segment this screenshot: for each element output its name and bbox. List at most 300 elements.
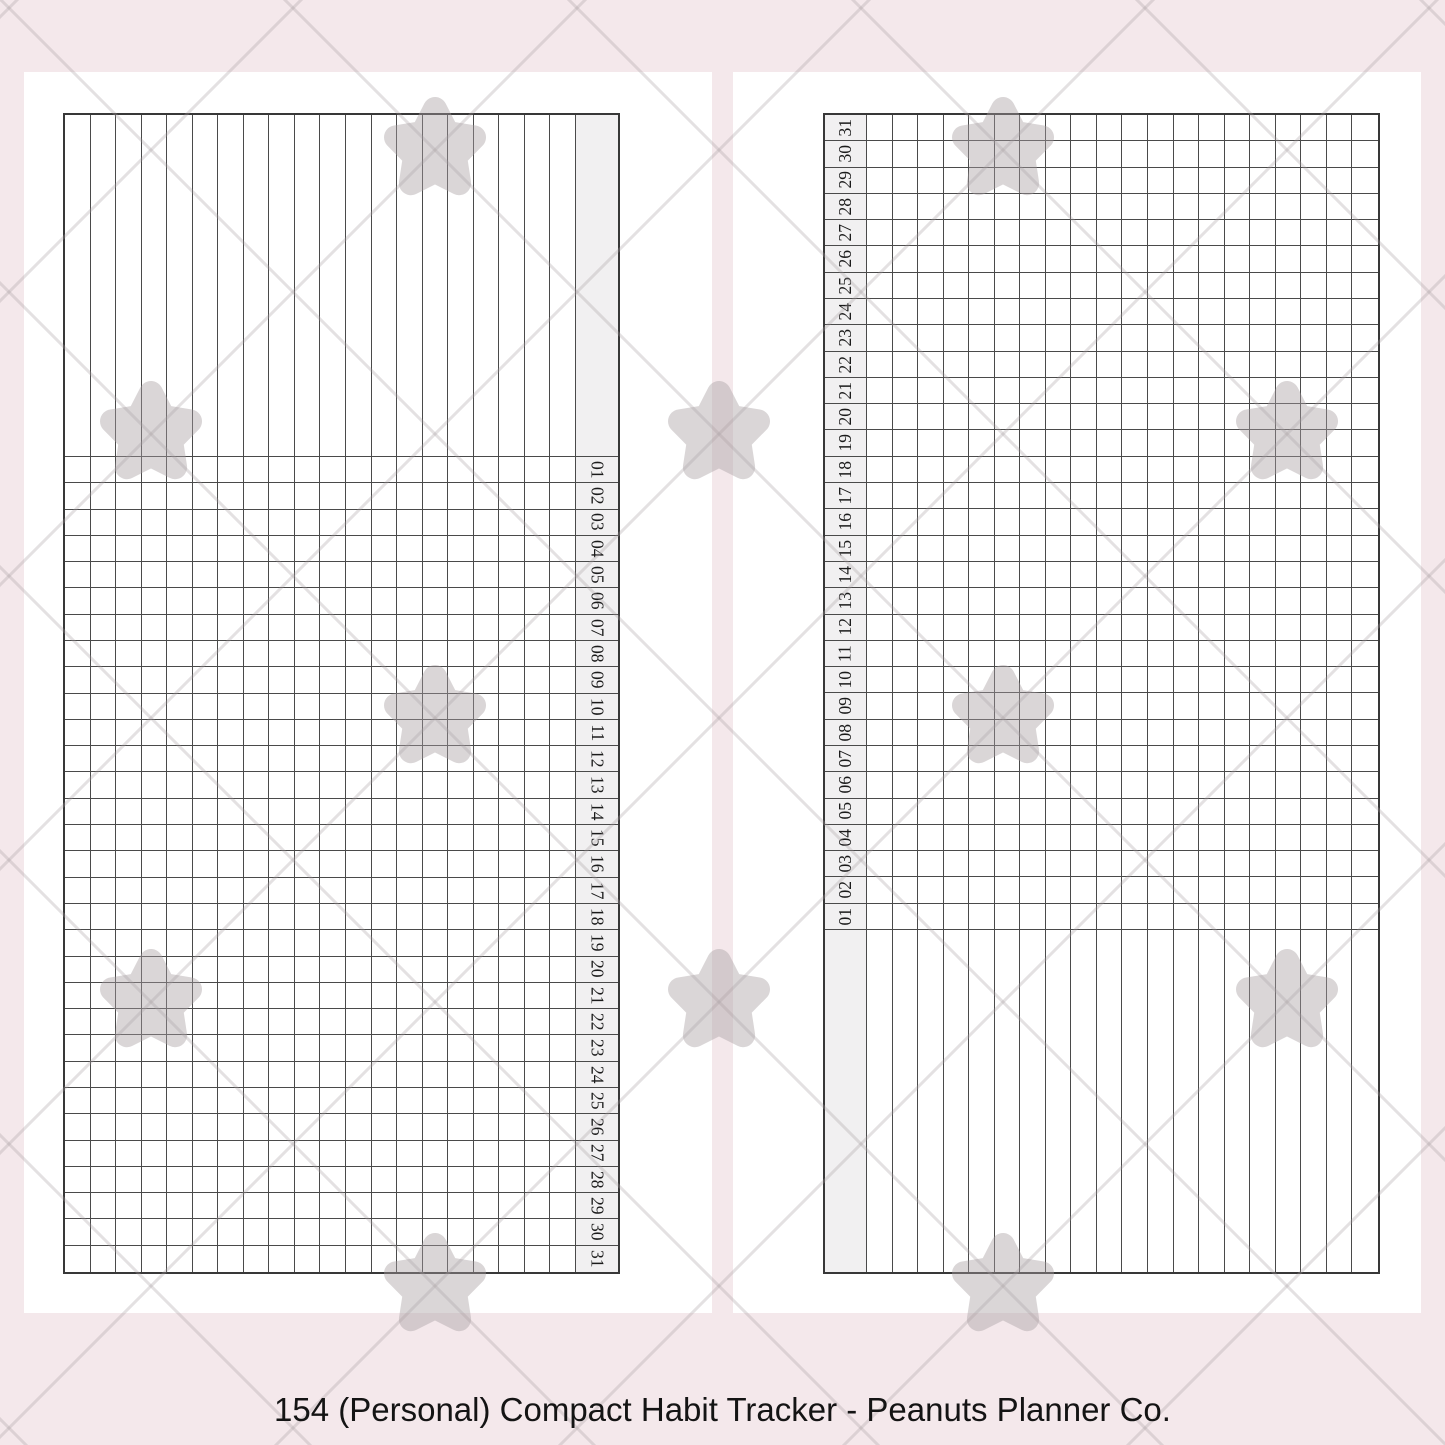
habit-cell bbox=[346, 904, 372, 930]
habit-cell bbox=[346, 983, 372, 1009]
day-label-cell bbox=[576, 1114, 618, 1140]
habit-cell bbox=[918, 509, 944, 535]
habit-cell bbox=[969, 220, 995, 246]
habit-cell bbox=[474, 720, 500, 746]
habit-cell bbox=[372, 588, 398, 614]
day-label: 18 bbox=[834, 460, 855, 479]
habit-cell bbox=[295, 851, 321, 877]
habit-cell bbox=[1225, 220, 1251, 246]
habit-name-column bbox=[167, 115, 193, 457]
habit-cell bbox=[499, 615, 525, 641]
habit-cell bbox=[893, 825, 919, 851]
habit-cell bbox=[65, 851, 91, 877]
habit-cell bbox=[372, 720, 398, 746]
habit-cell bbox=[448, 641, 474, 667]
habit-cell bbox=[91, 772, 117, 798]
habit-cell bbox=[499, 510, 525, 536]
habit-name-column bbox=[116, 115, 142, 457]
habit-cell bbox=[372, 772, 398, 798]
habit-cell bbox=[372, 1246, 398, 1272]
habit-cell bbox=[525, 483, 551, 509]
habit-cell bbox=[525, 536, 551, 562]
habit-cell bbox=[1225, 325, 1251, 351]
habit-cell bbox=[1046, 273, 1072, 299]
habit-cell bbox=[1071, 536, 1097, 562]
habit-cell bbox=[244, 457, 270, 483]
habit-cell bbox=[1122, 667, 1148, 693]
habit-cell bbox=[1225, 273, 1251, 299]
day-label-cell bbox=[825, 877, 867, 903]
habit-cell bbox=[1097, 378, 1123, 404]
habit-cell bbox=[1352, 457, 1378, 483]
habit-cell bbox=[269, 957, 295, 983]
caption: 154 (Personal) Compact Habit Tracker - Peanuts Planner Co. bbox=[274, 1391, 1171, 1428]
habit-cell bbox=[65, 641, 91, 667]
habit-cell bbox=[1071, 141, 1097, 167]
habit-cell bbox=[448, 983, 474, 1009]
habit-cell bbox=[218, 930, 244, 956]
habit-cell bbox=[1097, 588, 1123, 614]
habit-cell bbox=[142, 615, 168, 641]
habit-cell bbox=[1276, 904, 1302, 930]
habit-cell bbox=[167, 615, 193, 641]
habit-cell bbox=[867, 509, 893, 535]
habit-cell bbox=[995, 877, 1021, 903]
habit-cell bbox=[448, 746, 474, 772]
habit-cell bbox=[91, 1035, 117, 1061]
habit-cell bbox=[1071, 457, 1097, 483]
habit-cell bbox=[116, 510, 142, 536]
habit-cell bbox=[918, 667, 944, 693]
habit-cell bbox=[550, 746, 576, 772]
habit-cell bbox=[1250, 194, 1276, 220]
habit-cell bbox=[346, 1219, 372, 1245]
habit-cell bbox=[193, 694, 219, 720]
habit-cell bbox=[1276, 746, 1302, 772]
habit-cell bbox=[1097, 430, 1123, 456]
habit-cell bbox=[1148, 483, 1174, 509]
habit-cell bbox=[1250, 404, 1276, 430]
habit-cell bbox=[499, 983, 525, 1009]
habit-cell bbox=[244, 562, 270, 588]
habit-name-column bbox=[1174, 930, 1200, 1272]
habit-cell bbox=[1122, 615, 1148, 641]
day-label-cell bbox=[825, 115, 867, 141]
habit-cell bbox=[295, 1219, 321, 1245]
habit-cell bbox=[944, 641, 970, 667]
habit-cell bbox=[893, 352, 919, 378]
habit-cell bbox=[397, 983, 423, 1009]
habit-cell bbox=[142, 1167, 168, 1193]
habit-cell bbox=[346, 799, 372, 825]
habit-cell bbox=[1071, 693, 1097, 719]
habit-cell bbox=[448, 457, 474, 483]
habit-cell bbox=[142, 904, 168, 930]
day-label-cell bbox=[825, 273, 867, 299]
habit-cell bbox=[372, 1193, 398, 1219]
habit-cell bbox=[1071, 352, 1097, 378]
habit-cell bbox=[167, 1035, 193, 1061]
habit-cell bbox=[320, 957, 346, 983]
habit-cell bbox=[1250, 220, 1276, 246]
habit-cell bbox=[397, 483, 423, 509]
habit-cell bbox=[1352, 194, 1378, 220]
habit-cell bbox=[167, 746, 193, 772]
habit-cell bbox=[1148, 220, 1174, 246]
habit-cell bbox=[893, 457, 919, 483]
habit-cell bbox=[1225, 799, 1251, 825]
habit-cell bbox=[1250, 799, 1276, 825]
habit-cell bbox=[448, 667, 474, 693]
habit-cell bbox=[1071, 562, 1097, 588]
habit-cell bbox=[1327, 404, 1353, 430]
habit-cell bbox=[116, 746, 142, 772]
habit-cell bbox=[1148, 588, 1174, 614]
habit-cell bbox=[1276, 588, 1302, 614]
habit-cell bbox=[116, 483, 142, 509]
habit-cell bbox=[1046, 851, 1072, 877]
habit-cell bbox=[1276, 246, 1302, 272]
habit-cell bbox=[269, 562, 295, 588]
habit-cell bbox=[423, 457, 449, 483]
habit-cell bbox=[1225, 615, 1251, 641]
habit-cell bbox=[218, 825, 244, 851]
habit-cell bbox=[525, 562, 551, 588]
habit-cell bbox=[1225, 877, 1251, 903]
habit-cell bbox=[65, 746, 91, 772]
habit-cell bbox=[944, 115, 970, 141]
habit-cell bbox=[193, 746, 219, 772]
habit-cell bbox=[116, 799, 142, 825]
habit-name-column bbox=[1301, 930, 1327, 1272]
day-label: 08 bbox=[834, 723, 855, 742]
day-label: 25 bbox=[587, 1091, 608, 1110]
habit-cell bbox=[918, 141, 944, 167]
habit-cell bbox=[1250, 588, 1276, 614]
habit-cell bbox=[1148, 799, 1174, 825]
habit-cell bbox=[1046, 562, 1072, 588]
habit-grid-right bbox=[823, 113, 1380, 1274]
habit-cell bbox=[1276, 273, 1302, 299]
habit-name-column bbox=[474, 115, 500, 457]
habit-cell bbox=[1020, 378, 1046, 404]
habit-cell bbox=[1250, 246, 1276, 272]
habit-cell bbox=[1352, 667, 1378, 693]
habit-cell bbox=[346, 957, 372, 983]
habit-cell bbox=[372, 510, 398, 536]
habit-cell bbox=[944, 168, 970, 194]
habit-cell bbox=[423, 878, 449, 904]
habit-cell bbox=[91, 851, 117, 877]
habit-cell bbox=[1250, 352, 1276, 378]
habit-cell bbox=[167, 983, 193, 1009]
habit-cell bbox=[550, 667, 576, 693]
habit-cell bbox=[295, 694, 321, 720]
habit-cell bbox=[893, 141, 919, 167]
habit-cell bbox=[995, 299, 1021, 325]
habit-cell bbox=[918, 536, 944, 562]
habit-grid-left bbox=[63, 113, 620, 1274]
habit-cell bbox=[1276, 483, 1302, 509]
habit-cell bbox=[1071, 483, 1097, 509]
day-label: 22 bbox=[587, 1012, 608, 1031]
habit-cell bbox=[116, 904, 142, 930]
habit-cell bbox=[1097, 273, 1123, 299]
habit-cell bbox=[1276, 799, 1302, 825]
habit-cell bbox=[91, 457, 117, 483]
habit-cell bbox=[918, 325, 944, 351]
habit-cell bbox=[867, 168, 893, 194]
habit-cell bbox=[550, 641, 576, 667]
habit-cell bbox=[550, 825, 576, 851]
habit-cell bbox=[944, 851, 970, 877]
habit-cell bbox=[1225, 509, 1251, 535]
day-label: 27 bbox=[587, 1144, 608, 1162]
habit-cell bbox=[1327, 720, 1353, 746]
habit-cell bbox=[1097, 325, 1123, 351]
day-label-cell bbox=[825, 430, 867, 456]
habit-cell bbox=[1199, 404, 1225, 430]
habit-cell bbox=[244, 957, 270, 983]
habit-cell bbox=[1199, 194, 1225, 220]
habit-cell bbox=[218, 1246, 244, 1272]
habit-cell bbox=[969, 588, 995, 614]
habit-cell bbox=[167, 720, 193, 746]
habit-cell bbox=[867, 194, 893, 220]
habit-cell bbox=[218, 904, 244, 930]
habit-cell bbox=[423, 772, 449, 798]
habit-cell bbox=[1071, 430, 1097, 456]
habit-cell bbox=[448, 957, 474, 983]
habit-cell bbox=[1174, 430, 1200, 456]
habit-cell bbox=[1174, 799, 1200, 825]
habit-cell bbox=[550, 957, 576, 983]
habit-cell bbox=[995, 746, 1021, 772]
habit-cell bbox=[893, 904, 919, 930]
habit-cell bbox=[499, 825, 525, 851]
habit-cell bbox=[448, 1219, 474, 1245]
habit-cell bbox=[1097, 220, 1123, 246]
habit-cell bbox=[1020, 720, 1046, 746]
day-label: 03 bbox=[587, 513, 608, 531]
habit-cell bbox=[372, 799, 398, 825]
habit-cell bbox=[116, 983, 142, 1009]
habit-cell bbox=[218, 1141, 244, 1167]
habit-cell bbox=[269, 615, 295, 641]
habit-cell bbox=[244, 746, 270, 772]
habit-cell bbox=[995, 825, 1021, 851]
habit-cell bbox=[1020, 246, 1046, 272]
habit-name-column bbox=[893, 930, 919, 1272]
habit-cell bbox=[1276, 220, 1302, 246]
habit-cell bbox=[91, 1141, 117, 1167]
habit-cell bbox=[1020, 851, 1046, 877]
habit-cell bbox=[867, 141, 893, 167]
habit-cell bbox=[1276, 141, 1302, 167]
habit-cell bbox=[1071, 509, 1097, 535]
habit-cell bbox=[893, 430, 919, 456]
habit-cell bbox=[918, 825, 944, 851]
habit-cell bbox=[320, 562, 346, 588]
habit-cell bbox=[320, 1193, 346, 1219]
day-label-cell bbox=[576, 1062, 618, 1088]
habit-cell bbox=[1097, 168, 1123, 194]
habit-cell bbox=[142, 536, 168, 562]
habit-cell bbox=[244, 878, 270, 904]
habit-name-column bbox=[995, 930, 1021, 1272]
habit-cell bbox=[372, 957, 398, 983]
habit-cell bbox=[969, 746, 995, 772]
habit-cell bbox=[1199, 378, 1225, 404]
habit-cell bbox=[1250, 667, 1276, 693]
habit-cell bbox=[1071, 220, 1097, 246]
habit-cell bbox=[448, 694, 474, 720]
habit-cell bbox=[91, 694, 117, 720]
habit-cell bbox=[969, 430, 995, 456]
day-label-cell bbox=[576, 510, 618, 536]
habit-cell bbox=[1174, 772, 1200, 798]
habit-cell bbox=[193, 1062, 219, 1088]
habit-cell bbox=[1352, 772, 1378, 798]
habit-cell bbox=[867, 483, 893, 509]
habit-cell bbox=[397, 720, 423, 746]
habit-cell bbox=[269, 1167, 295, 1193]
habit-cell bbox=[1174, 667, 1200, 693]
day-label-cell bbox=[576, 957, 618, 983]
habit-cell bbox=[91, 1009, 117, 1035]
habit-cell bbox=[1225, 904, 1251, 930]
habit-cell bbox=[1148, 246, 1174, 272]
habit-cell bbox=[397, 1219, 423, 1245]
habit-cell bbox=[867, 877, 893, 903]
habit-cell bbox=[218, 957, 244, 983]
habit-cell bbox=[1020, 325, 1046, 351]
habit-cell bbox=[525, 772, 551, 798]
day-label-cell bbox=[576, 983, 618, 1009]
habit-cell bbox=[969, 168, 995, 194]
habit-cell bbox=[995, 536, 1021, 562]
habit-cell bbox=[1276, 509, 1302, 535]
habit-cell bbox=[218, 615, 244, 641]
habit-cell bbox=[1071, 799, 1097, 825]
habit-cell bbox=[1352, 352, 1378, 378]
habit-cell bbox=[1352, 851, 1378, 877]
habit-cell bbox=[995, 378, 1021, 404]
habit-cell bbox=[1046, 746, 1072, 772]
habit-cell bbox=[867, 273, 893, 299]
habit-cell bbox=[1122, 825, 1148, 851]
habit-name-column bbox=[91, 115, 117, 457]
habit-name-column bbox=[918, 930, 944, 1272]
habit-cell bbox=[193, 720, 219, 746]
day-label: 30 bbox=[834, 145, 855, 163]
habit-cell bbox=[346, 825, 372, 851]
habit-cell bbox=[1301, 536, 1327, 562]
habit-cell bbox=[423, 1062, 449, 1088]
day-label: 20 bbox=[587, 960, 608, 978]
habit-cell bbox=[1276, 194, 1302, 220]
habit-cell bbox=[1225, 562, 1251, 588]
habit-cell bbox=[346, 878, 372, 904]
habit-cell bbox=[423, 1246, 449, 1272]
habit-cell bbox=[142, 825, 168, 851]
habit-cell bbox=[295, 957, 321, 983]
day-label-cell bbox=[576, 1167, 618, 1193]
habit-cell bbox=[1174, 641, 1200, 667]
habit-cell bbox=[1122, 509, 1148, 535]
habit-cell bbox=[1199, 693, 1225, 719]
habit-cell bbox=[269, 1009, 295, 1035]
day-label: 01 bbox=[834, 907, 855, 926]
habit-cell bbox=[423, 694, 449, 720]
habit-cell bbox=[867, 299, 893, 325]
habit-cell bbox=[1276, 378, 1302, 404]
habit-cell bbox=[1174, 115, 1200, 141]
habit-name-column bbox=[1020, 930, 1046, 1272]
habit-cell bbox=[1174, 877, 1200, 903]
habit-cell bbox=[1225, 430, 1251, 456]
habit-cell bbox=[995, 194, 1021, 220]
habit-cell bbox=[448, 1246, 474, 1272]
habit-cell bbox=[423, 510, 449, 536]
habit-cell bbox=[167, 1193, 193, 1219]
day-label: 18 bbox=[587, 907, 608, 926]
habit-cell bbox=[1148, 299, 1174, 325]
habit-cell bbox=[167, 1088, 193, 1114]
habit-cell bbox=[142, 483, 168, 509]
habit-cell bbox=[65, 667, 91, 693]
habit-cell bbox=[474, 851, 500, 877]
habit-cell bbox=[1327, 693, 1353, 719]
habit-cell bbox=[193, 457, 219, 483]
day-label-cell bbox=[576, 457, 618, 483]
habit-cell bbox=[1148, 562, 1174, 588]
day-label: 06 bbox=[834, 776, 855, 794]
habit-cell bbox=[893, 667, 919, 693]
habit-cell bbox=[1301, 115, 1327, 141]
habit-cell bbox=[397, 930, 423, 956]
habit-cell bbox=[295, 457, 321, 483]
habit-cell bbox=[372, 746, 398, 772]
habit-cell bbox=[1122, 693, 1148, 719]
day-label-cell bbox=[825, 746, 867, 772]
habit-cell bbox=[1020, 194, 1046, 220]
habit-cell bbox=[969, 378, 995, 404]
habit-cell bbox=[1046, 246, 1072, 272]
habit-cell bbox=[448, 720, 474, 746]
habit-cell bbox=[474, 562, 500, 588]
habit-cell bbox=[525, 746, 551, 772]
habit-cell bbox=[474, 1167, 500, 1193]
habit-cell bbox=[1046, 168, 1072, 194]
habit-cell bbox=[1174, 825, 1200, 851]
habit-cell bbox=[1020, 746, 1046, 772]
habit-cell bbox=[1225, 588, 1251, 614]
habit-cell bbox=[397, 1246, 423, 1272]
habit-cell bbox=[65, 562, 91, 588]
habit-cell bbox=[1327, 299, 1353, 325]
habit-cell bbox=[218, 588, 244, 614]
habit-cell bbox=[1174, 273, 1200, 299]
habit-cell bbox=[423, 930, 449, 956]
habit-cell bbox=[1148, 693, 1174, 719]
habit-cell bbox=[474, 510, 500, 536]
habit-cell bbox=[944, 588, 970, 614]
habit-cell bbox=[1327, 772, 1353, 798]
habit-cell bbox=[1122, 273, 1148, 299]
habit-name-column bbox=[1199, 930, 1225, 1272]
habit-cell bbox=[1020, 667, 1046, 693]
